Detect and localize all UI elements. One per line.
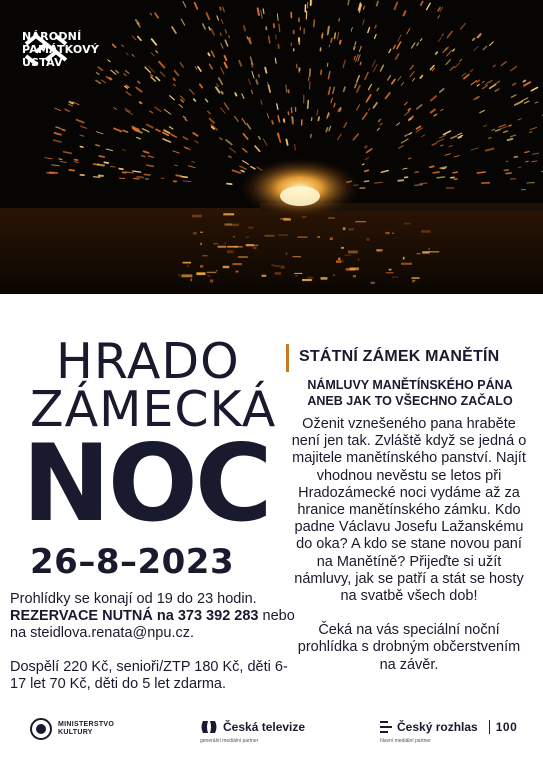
fire-spark	[340, 108, 341, 111]
fire-spark	[458, 137, 461, 138]
fire-spark	[514, 157, 517, 158]
fire-spark	[137, 177, 143, 178]
fire-spark	[222, 92, 223, 94]
ministry-emblem-icon	[30, 718, 52, 740]
water-reflection	[355, 221, 366, 222]
fire-spark	[142, 156, 145, 157]
water-reflection	[224, 243, 227, 244]
water-reflection	[281, 266, 285, 269]
fire-spark	[509, 125, 511, 126]
water-reflection	[183, 262, 192, 264]
water-reflection	[202, 255, 207, 256]
water-reflection	[238, 256, 248, 257]
cr-name: Český rozhlas	[397, 720, 478, 734]
fire-spark	[354, 47, 355, 50]
water-reflection	[416, 253, 420, 254]
fire-spark	[279, 24, 280, 31]
water-reflection	[232, 263, 241, 265]
water-reflection	[330, 238, 333, 240]
fire-spark	[334, 33, 335, 38]
program-description	[290, 416, 528, 691]
water-reflection	[302, 279, 312, 281]
fire-spark	[321, 70, 322, 74]
water-reflection	[193, 232, 197, 234]
ministry-name-line: MINISTERSTVO	[58, 721, 115, 728]
npu-name-line: PAMÁTKOVÝ	[22, 43, 100, 56]
fire-spark	[308, 101, 309, 109]
water-reflection	[333, 274, 335, 276]
title-line-hrado: HRADO	[56, 333, 240, 390]
fire-spark	[96, 145, 100, 146]
water-reflection	[262, 275, 267, 277]
fire-spark	[229, 156, 231, 157]
program-subtitle	[290, 377, 530, 409]
ticket-prices: Dospělí 220 Kč, senioři/ZTP 180 Kč, děti 6-17 let 70 Kč, děti do 5 let zdarma.	[10, 659, 288, 692]
water-reflection	[336, 260, 341, 263]
fire-spark	[314, 20, 315, 27]
ministry-of-culture-logo	[30, 718, 114, 740]
fire-spark	[415, 172, 418, 173]
water-reflection	[225, 223, 232, 225]
water-reflection	[227, 246, 238, 248]
water-reflection	[341, 247, 344, 249]
fire-spark	[292, 117, 293, 123]
water-reflection	[308, 277, 314, 279]
ministry-name-line: KULTURY	[58, 729, 93, 736]
water-reflection	[200, 265, 203, 268]
water-reflection	[274, 265, 280, 267]
title-line-zamecka: ZÁMECKÁ	[30, 381, 277, 438]
fire-spark	[244, 26, 245, 30]
water-reflection	[344, 255, 351, 257]
visit-info	[10, 591, 300, 710]
water-reflection	[317, 236, 320, 238]
fire-spark	[405, 135, 407, 136]
fire-spark	[272, 121, 273, 124]
water-reflection	[392, 233, 394, 234]
fire-spark	[523, 81, 525, 82]
fire-spark	[286, 140, 287, 145]
water-reflection	[294, 273, 302, 274]
npu-logo	[22, 30, 99, 69]
water-reflection	[223, 266, 230, 268]
water-reflection	[213, 243, 218, 245]
water-reflection	[302, 216, 307, 217]
water-reflection	[280, 218, 289, 220]
fire-spark	[508, 139, 513, 140]
water-reflection	[328, 217, 335, 219]
water-reflection	[210, 279, 213, 282]
water-reflection	[403, 257, 405, 260]
fire-spark	[98, 165, 104, 166]
water-reflection	[411, 277, 419, 279]
water-reflection	[338, 258, 341, 260]
fire-spark	[409, 109, 411, 110]
fire-spark	[75, 162, 79, 163]
water-reflection	[293, 256, 302, 257]
cr-brand-icon	[380, 721, 392, 733]
fire-spark	[104, 162, 108, 163]
fire-spark	[175, 165, 178, 166]
water-reflection	[233, 236, 235, 237]
water-reflection	[187, 265, 189, 267]
program-subtitle-line: ANEB JAK TO VŠECHNO ZAČALO	[307, 394, 513, 408]
water-reflection	[191, 279, 193, 282]
fire-spark	[176, 175, 181, 176]
description-text: Oženit vznešeného pana hraběte není jen tak. Zvláště když se jedná o majitele manětínského panství. Najít vhodnou nevěstu se letos při Hradozámecké noci vydáme až za hranice manětínského zámku. Kdo padne Václavu Josefu Lažanskému do oka? A kdo se stane novou paní na Manětíně? Přijeďte si užít námluvy, jak se patří a stát se hosty na svatbě všech dob!	[291, 416, 527, 605]
fire-spark	[364, 181, 368, 182]
water-reflection	[192, 215, 202, 218]
water-reflection	[428, 251, 439, 252]
fire-spark	[258, 8, 259, 15]
water-reflection	[207, 272, 217, 273]
fire-spark	[360, 62, 361, 64]
water-reflection	[207, 275, 210, 277]
fire-spark	[339, 19, 340, 21]
fire-spark	[256, 80, 257, 84]
ceska-televize-logo	[200, 720, 305, 744]
water-reflection	[413, 280, 416, 282]
npu-name-line: NÁRODNÍ	[22, 30, 82, 43]
water-reflection	[181, 274, 192, 277]
water-reflection	[295, 275, 298, 276]
fire-spark	[340, 41, 341, 44]
fire-spark	[420, 183, 427, 184]
fire-spark	[134, 179, 140, 180]
water-reflection	[401, 263, 412, 265]
water-reflection	[271, 265, 274, 266]
water-reflection	[264, 235, 274, 237]
fire-spark	[375, 25, 376, 28]
water-reflection	[253, 247, 256, 249]
fire-spark	[375, 182, 383, 183]
fire-spark	[241, 171, 244, 172]
fire-spark	[99, 156, 104, 157]
water-reflection	[178, 274, 180, 276]
cr-partner-note: hlavní mediální partner	[380, 738, 431, 744]
event-date: 26–8–2023	[30, 542, 235, 582]
water-reflection	[223, 213, 234, 215]
fire-spark	[489, 138, 491, 139]
water-reflection	[278, 235, 288, 236]
fire-spark	[437, 177, 445, 178]
fire-spark	[235, 93, 236, 96]
fire-spark	[398, 180, 403, 181]
fire-spark	[265, 68, 266, 73]
water-reflection	[321, 277, 328, 280]
water-reflection	[371, 282, 375, 284]
fire-spark	[430, 166, 434, 167]
fire-spark	[284, 119, 285, 122]
water-reflection	[385, 232, 389, 234]
water-reflection	[350, 267, 359, 270]
fire-spark	[331, 39, 332, 43]
tour-hours	[10, 591, 300, 642]
water-reflection	[216, 270, 217, 271]
fire-spark	[263, 9, 264, 13]
fire-spark	[513, 83, 516, 85]
closing-text: Čeká na vás speciální noční prohlídka s drobným občerstvením na závěr.	[297, 622, 521, 673]
fire-spark	[365, 170, 369, 171]
water-reflection	[404, 223, 411, 225]
water-reflection	[428, 248, 430, 250]
ct-name: Česká televize	[223, 720, 306, 734]
fire-spark	[310, 82, 311, 89]
cr-anniversary-badge: 100	[489, 720, 518, 734]
water-reflection	[218, 246, 227, 248]
fire-spark	[310, 69, 311, 76]
fire-spark	[80, 147, 83, 148]
fire-spark	[506, 173, 511, 174]
water-reflection	[392, 277, 399, 278]
hero-photo	[0, 0, 543, 294]
water-reflection	[358, 259, 359, 261]
fire-spark	[364, 6, 365, 9]
water-reflection	[286, 252, 288, 254]
fire-spark	[119, 169, 123, 170]
water-reflection	[246, 237, 249, 238]
water-reflection	[231, 224, 239, 226]
partners-footer	[0, 712, 543, 762]
water-reflection	[196, 272, 205, 275]
program-subtitle-line: NÁMLUVY MANĚTÍNSKÉHO PÁNA	[307, 378, 513, 392]
fire-spark	[453, 172, 458, 173]
venue-heading: STÁTNÍ ZÁMEK MANĚTÍN	[286, 344, 499, 372]
water-reflection	[348, 251, 358, 254]
fire-spark	[75, 160, 78, 161]
water-reflection	[200, 232, 203, 233]
cesky-rozhlas-logo	[380, 720, 517, 744]
fire-spark	[453, 49, 455, 51]
fire-spark	[59, 159, 62, 160]
fire-spark	[140, 102, 142, 103]
water-reflection	[376, 249, 382, 251]
water-reflection	[389, 269, 392, 271]
fire-spark	[276, 35, 277, 39]
water-reflection	[227, 250, 234, 253]
fire-spark	[365, 146, 367, 147]
fire-spark	[56, 127, 59, 128]
water-reflection	[248, 227, 253, 229]
water-reflection	[386, 272, 394, 273]
fire-spark	[208, 53, 209, 55]
npu-logo-icon	[22, 30, 74, 70]
npu-name-line: ÚSTAV	[22, 56, 63, 69]
fire-spark	[69, 170, 74, 171]
water-reflection	[236, 271, 239, 273]
fire-spark	[295, 144, 296, 150]
fire-spark	[144, 174, 150, 175]
water-reflection	[246, 244, 254, 246]
fire-spark	[227, 184, 232, 185]
fire-spark	[328, 27, 329, 35]
fire-spark	[47, 173, 54, 174]
fire-spark	[477, 172, 485, 173]
tour-hours-text: Prohlídky se konají od 19 do 23 hodin.	[10, 591, 257, 607]
water-reflection	[200, 243, 201, 245]
fire-spark	[318, 117, 319, 120]
water-reflection	[367, 238, 370, 241]
water-reflection	[349, 228, 354, 230]
water-reflection	[353, 275, 356, 277]
ct-partner-note: generální mediální partner	[200, 738, 259, 744]
water-reflection	[421, 230, 430, 233]
ct-brand-icon	[200, 720, 218, 734]
reservation-email: nebo na steidlova.renata@npu.cz.	[10, 608, 295, 641]
water-reflection	[343, 227, 346, 230]
fire-spark	[259, 75, 260, 77]
fire-spark	[93, 177, 100, 178]
fire-spark	[532, 161, 537, 162]
fire-spark	[327, 63, 328, 66]
fire-spark	[433, 172, 439, 173]
fire-spark	[504, 170, 508, 171]
fire-spark	[441, 145, 443, 146]
fire-spark	[220, 8, 221, 10]
reservation-phone: REZERVACE NUTNÁ na 373 392 283	[10, 608, 259, 624]
fire-spark	[440, 167, 446, 168]
fire-spark	[473, 39, 475, 41]
water-reflection	[297, 236, 307, 238]
water-reflection	[275, 272, 282, 275]
title-line-noc: NOC	[22, 422, 270, 545]
